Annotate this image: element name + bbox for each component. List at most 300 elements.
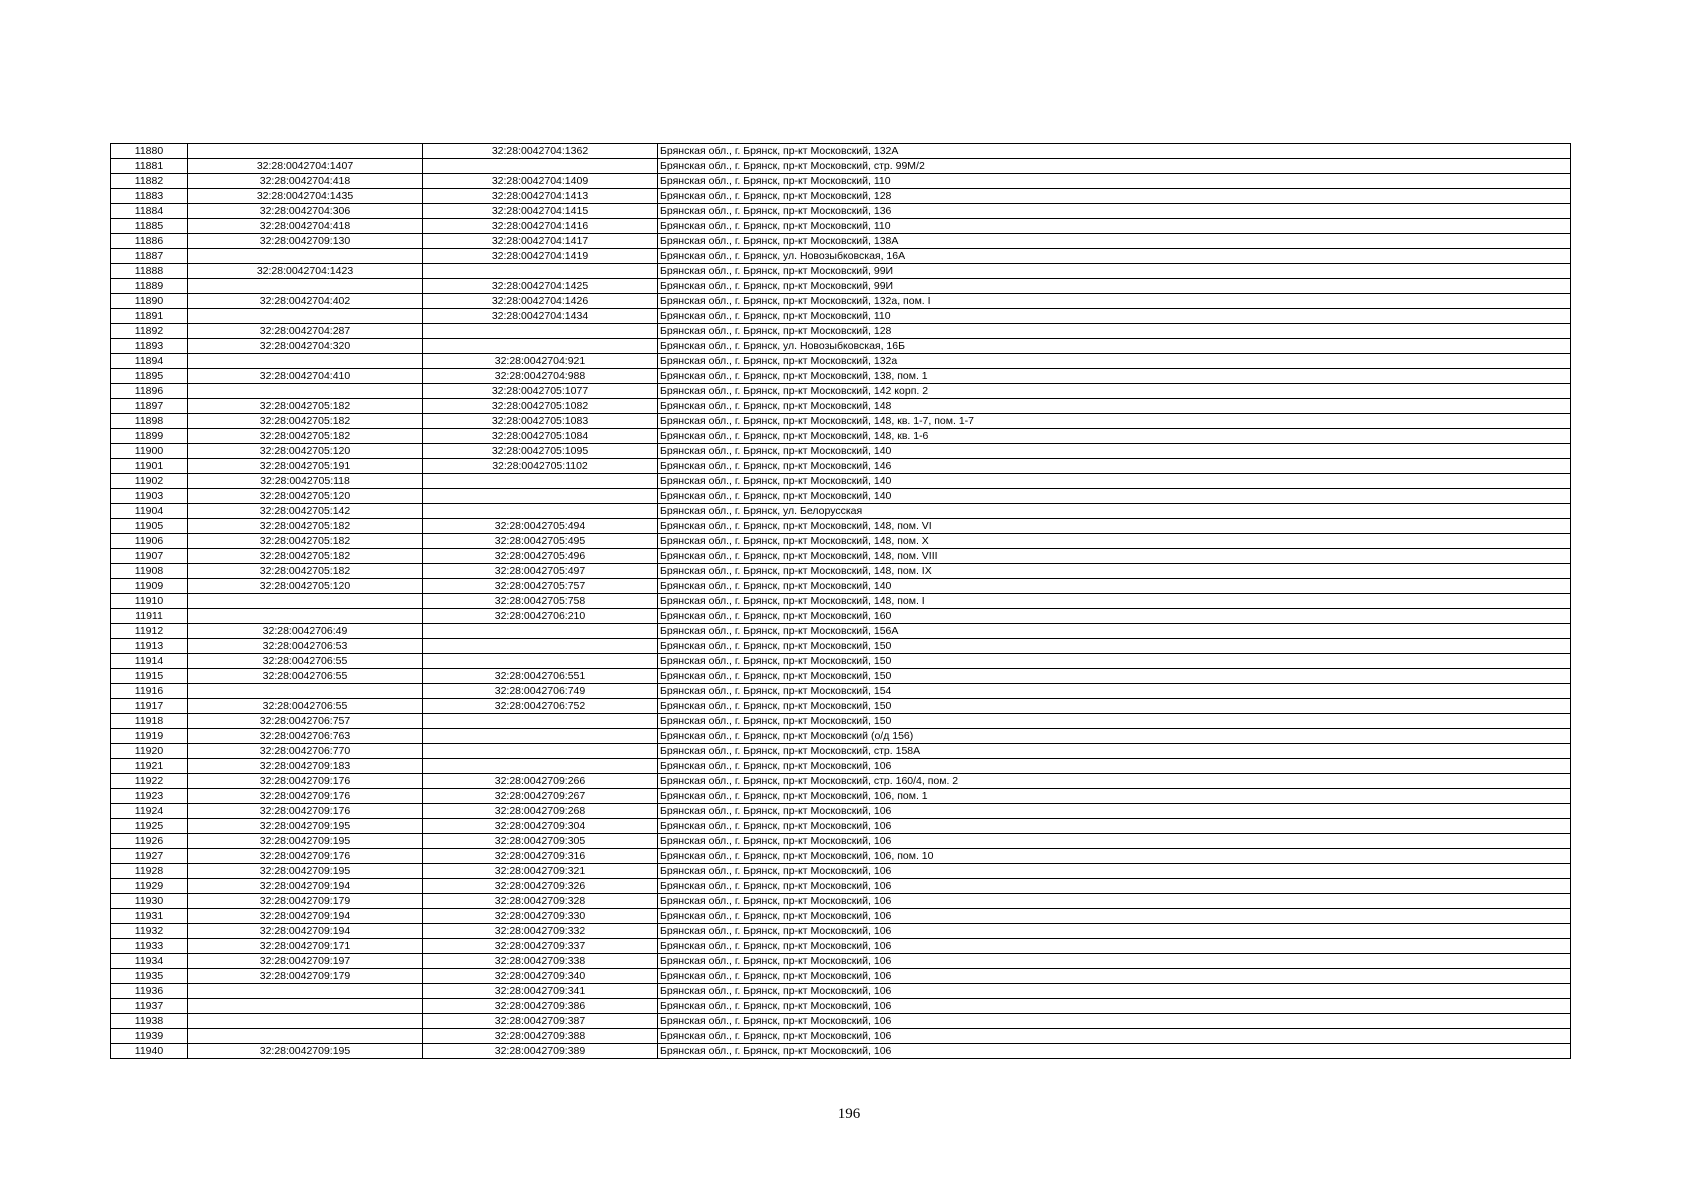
table-row (111, 249, 1571, 264)
building-cadastral-cell (423, 504, 658, 519)
row-number-cell: 11887 (111, 249, 188, 264)
land-plot-cadastral-cell: 32:28:0042704:1423 (188, 264, 423, 279)
table-row (111, 879, 1571, 894)
table-row (111, 264, 1571, 279)
table-row (111, 309, 1571, 324)
row-number-cell: 11934 (111, 954, 188, 969)
row-number-cell: 11923 (111, 789, 188, 804)
row-number-cell: 11912 (111, 624, 188, 639)
table-row (111, 399, 1571, 414)
building-cadastral-cell: 32:28:0042705:757 (423, 579, 658, 594)
row-number-cell: 11905 (111, 519, 188, 534)
building-cadastral-cell: 32:28:0042706:749 (423, 684, 658, 699)
address-cell: Брянская обл., г. Брянск, пр-кт Московский, 106 (658, 1029, 1571, 1044)
table-row (111, 174, 1571, 189)
address-cell: Брянская обл., г. Брянск, пр-кт Московский, 150 (658, 699, 1571, 714)
land-plot-cadastral-cell: 32:28:0042709:176 (188, 804, 423, 819)
land-plot-cadastral-cell (188, 144, 423, 159)
address-cell: Брянская обл., г. Брянск, пр-кт Московский, 148, пом. IX (658, 564, 1571, 579)
row-number-cell: 11902 (111, 474, 188, 489)
address-cell: Брянская обл., г. Брянск, пр-кт Московский, 148 (658, 399, 1571, 414)
address-cell: Брянская обл., г. Брянск, пр-кт Московский, 128 (658, 189, 1571, 204)
address-cell: Брянская обл., г. Брянск, пр-кт Московский, 106 (658, 1014, 1571, 1029)
row-number-cell: 11935 (111, 969, 188, 984)
address-cell: Брянская обл., г. Брянск, пр-кт Московский, 99И (658, 279, 1571, 294)
building-cadastral-cell: 32:28:0042706:551 (423, 669, 658, 684)
land-plot-cadastral-cell: 32:28:0042709:195 (188, 864, 423, 879)
row-number-cell: 11909 (111, 579, 188, 594)
building-cadastral-cell: 32:28:0042704:1415 (423, 204, 658, 219)
land-plot-cadastral-cell: 32:28:0042706:757 (188, 714, 423, 729)
table-row (111, 234, 1571, 249)
address-cell: Брянская обл., г. Брянск, пр-кт Московский, 106 (658, 759, 1571, 774)
building-cadastral-cell: 32:28:0042705:1102 (423, 459, 658, 474)
address-cell: Брянская обл., г. Брянск, пр-кт Московский, 110 (658, 174, 1571, 189)
land-plot-cadastral-cell: 32:28:0042704:418 (188, 174, 423, 189)
address-cell: Брянская обл., г. Брянск, пр-кт Московский, 142 корп. 2 (658, 384, 1571, 399)
land-plot-cadastral-cell: 32:28:0042709:130 (188, 234, 423, 249)
table-row (111, 924, 1571, 939)
row-number-cell: 11938 (111, 1014, 188, 1029)
land-plot-cadastral-cell (188, 684, 423, 699)
land-plot-cadastral-cell: 32:28:0042705:182 (188, 519, 423, 534)
row-number-cell: 11936 (111, 984, 188, 999)
table-row (111, 714, 1571, 729)
building-cadastral-cell: 32:28:0042704:1419 (423, 249, 658, 264)
building-cadastral-cell: 32:28:0042704:1425 (423, 279, 658, 294)
building-cadastral-cell (423, 489, 658, 504)
building-cadastral-cell: 32:28:0042709:386 (423, 999, 658, 1014)
land-plot-cadastral-cell: 32:28:0042709:183 (188, 759, 423, 774)
table-row (111, 1014, 1571, 1029)
address-cell: Брянская обл., г. Брянск, пр-кт Московский, 106 (658, 894, 1571, 909)
land-plot-cadastral-cell (188, 1029, 423, 1044)
address-cell: Брянская обл., г. Брянск, ул. Белорусская (658, 504, 1571, 519)
row-number-cell: 11917 (111, 699, 188, 714)
address-cell: Брянская обл., г. Брянск, пр-кт Московский, стр. 160/4, пом. 2 (658, 774, 1571, 789)
land-plot-cadastral-cell: 32:28:0042705:120 (188, 579, 423, 594)
land-plot-cadastral-cell: 32:28:0042704:418 (188, 219, 423, 234)
table-row (111, 504, 1571, 519)
row-number-cell: 11899 (111, 429, 188, 444)
row-number-cell: 11895 (111, 369, 188, 384)
building-cadastral-cell: 32:28:0042709:330 (423, 909, 658, 924)
table-row (111, 204, 1571, 219)
building-cadastral-cell (423, 624, 658, 639)
building-cadastral-cell: 32:28:0042709:389 (423, 1044, 658, 1059)
building-cadastral-cell: 32:28:0042706:210 (423, 609, 658, 624)
land-plot-cadastral-cell: 32:28:0042706:53 (188, 639, 423, 654)
table-body (111, 144, 1571, 1059)
row-number-cell: 11907 (111, 549, 188, 564)
table-row (111, 729, 1571, 744)
land-plot-cadastral-cell: 32:28:0042705:191 (188, 459, 423, 474)
row-number-cell: 11900 (111, 444, 188, 459)
land-plot-cadastral-cell: 32:28:0042705:118 (188, 474, 423, 489)
address-cell: Брянская обл., г. Брянск, пр-кт Московский, 140 (658, 444, 1571, 459)
building-cadastral-cell (423, 744, 658, 759)
land-plot-cadastral-cell: 32:28:0042704:287 (188, 324, 423, 339)
table-row (111, 849, 1571, 864)
address-cell: Брянская обл., г. Брянск, пр-кт Московский, 140 (658, 579, 1571, 594)
land-plot-cadastral-cell: 32:28:0042704:306 (188, 204, 423, 219)
address-cell: Брянская обл., г. Брянск, пр-кт Московский, стр. 99М/2 (658, 159, 1571, 174)
address-cell: Брянская обл., г. Брянск, пр-кт Московский, 156А (658, 624, 1571, 639)
building-cadastral-cell: 32:28:0042709:387 (423, 1014, 658, 1029)
building-cadastral-cell: 32:28:0042709:341 (423, 984, 658, 999)
table-row (111, 474, 1571, 489)
table-row (111, 669, 1571, 684)
address-cell: Брянская обл., г. Брянск, пр-кт Московский, 106 (658, 954, 1571, 969)
address-cell: Брянская обл., г. Брянск, пр-кт Московский, 132а, пом. I (658, 294, 1571, 309)
building-cadastral-cell (423, 159, 658, 174)
table-row (111, 219, 1571, 234)
land-plot-cadastral-cell: 32:28:0042709:197 (188, 954, 423, 969)
table-row (111, 819, 1571, 834)
table-row (111, 429, 1571, 444)
building-cadastral-cell: 32:28:0042709:268 (423, 804, 658, 819)
table-row (111, 909, 1571, 924)
table-row (111, 279, 1571, 294)
land-plot-cadastral-cell: 32:28:0042709:171 (188, 939, 423, 954)
land-plot-cadastral-cell: 32:28:0042705:182 (188, 564, 423, 579)
address-cell: Брянская обл., г. Брянск, пр-кт Московский, 110 (658, 309, 1571, 324)
table-row (111, 324, 1571, 339)
building-cadastral-cell: 32:28:0042704:1362 (423, 144, 658, 159)
address-cell: Брянская обл., г. Брянск, пр-кт Московский, 106 (658, 804, 1571, 819)
row-number-cell: 11904 (111, 504, 188, 519)
table-row (111, 774, 1571, 789)
address-cell: Брянская обл., г. Брянск, пр-кт Московский, 106 (658, 864, 1571, 879)
row-number-cell: 11933 (111, 939, 188, 954)
table-row (111, 534, 1571, 549)
address-cell: Брянская обл., г. Брянск, пр-кт Московский, 148, пом. VIII (658, 549, 1571, 564)
table-row (111, 609, 1571, 624)
land-plot-cadastral-cell: 32:28:0042706:770 (188, 744, 423, 759)
table-row (111, 864, 1571, 879)
address-cell: Брянская обл., г. Брянск, пр-кт Московский, 150 (658, 639, 1571, 654)
building-cadastral-cell: 32:28:0042705:1082 (423, 399, 658, 414)
building-cadastral-cell: 32:28:0042709:305 (423, 834, 658, 849)
land-plot-cadastral-cell: 32:28:0042709:195 (188, 1044, 423, 1059)
address-cell: Брянская обл., г. Брянск, пр-кт Московский, 132а (658, 354, 1571, 369)
building-cadastral-cell: 32:28:0042705:495 (423, 534, 658, 549)
row-number-cell: 11881 (111, 159, 188, 174)
table-row (111, 459, 1571, 474)
land-plot-cadastral-cell: 32:28:0042709:194 (188, 879, 423, 894)
table-row (111, 804, 1571, 819)
table-row (111, 684, 1571, 699)
table-row (111, 759, 1571, 774)
row-number-cell: 11891 (111, 309, 188, 324)
building-cadastral-cell: 32:28:0042709:316 (423, 849, 658, 864)
building-cadastral-cell: 32:28:0042705:496 (423, 549, 658, 564)
table-row (111, 489, 1571, 504)
land-plot-cadastral-cell: 32:28:0042705:120 (188, 489, 423, 504)
land-plot-cadastral-cell (188, 384, 423, 399)
building-cadastral-cell: 32:28:0042706:752 (423, 699, 658, 714)
row-number-cell: 11915 (111, 669, 188, 684)
address-cell: Брянская обл., г. Брянск, пр-кт Московский, 106 (658, 879, 1571, 894)
row-number-cell: 11882 (111, 174, 188, 189)
row-number-cell: 11930 (111, 894, 188, 909)
building-cadastral-cell (423, 759, 658, 774)
address-cell: Брянская обл., г. Брянск, ул. Новозыбковская, 16Б (658, 339, 1571, 354)
address-cell: Брянская обл., г. Брянск, пр-кт Московский, 106 (658, 909, 1571, 924)
table-row (111, 354, 1571, 369)
building-cadastral-cell (423, 714, 658, 729)
row-number-cell: 11884 (111, 204, 188, 219)
row-number-cell: 11929 (111, 879, 188, 894)
row-number-cell: 11913 (111, 639, 188, 654)
table-row (111, 189, 1571, 204)
table-row (111, 654, 1571, 669)
land-plot-cadastral-cell: 32:28:0042709:176 (188, 774, 423, 789)
land-plot-cadastral-cell: 32:28:0042705:182 (188, 399, 423, 414)
address-cell: Брянская обл., г. Брянск, пр-кт Московский, 138, пом. 1 (658, 369, 1571, 384)
building-cadastral-cell: 32:28:0042709:328 (423, 894, 658, 909)
table-row (111, 564, 1571, 579)
land-plot-cadastral-cell (188, 249, 423, 264)
land-plot-cadastral-cell: 32:28:0042709:179 (188, 894, 423, 909)
building-cadastral-cell: 32:28:0042709:337 (423, 939, 658, 954)
table-row (111, 1029, 1571, 1044)
building-cadastral-cell: 32:28:0042709:266 (423, 774, 658, 789)
land-plot-cadastral-cell: 32:28:0042706:55 (188, 669, 423, 684)
building-cadastral-cell: 32:28:0042709:332 (423, 924, 658, 939)
row-number-cell: 11910 (111, 594, 188, 609)
address-cell: Брянская обл., г. Брянск, пр-кт Московский, 106, пом. 1 (658, 789, 1571, 804)
land-plot-cadastral-cell (188, 279, 423, 294)
row-number-cell: 11894 (111, 354, 188, 369)
row-number-cell: 11898 (111, 414, 188, 429)
row-number-cell: 11890 (111, 294, 188, 309)
building-cadastral-cell: 32:28:0042704:1409 (423, 174, 658, 189)
land-plot-cadastral-cell (188, 984, 423, 999)
row-number-cell: 11906 (111, 534, 188, 549)
table-row (111, 699, 1571, 714)
address-cell: Брянская обл., г. Брянск, пр-кт Московский, 132А (658, 144, 1571, 159)
land-plot-cadastral-cell (188, 309, 423, 324)
row-number-cell: 11937 (111, 999, 188, 1014)
table-row (111, 834, 1571, 849)
address-cell: Брянская обл., г. Брянск, пр-кт Московский, 150 (658, 669, 1571, 684)
building-cadastral-cell: 32:28:0042705:1084 (423, 429, 658, 444)
address-cell: Брянская обл., г. Брянск, пр-кт Московский, 148, пом. VI (658, 519, 1571, 534)
address-cell: Брянская обл., г. Брянск, пр-кт Московский, стр. 158А (658, 744, 1571, 759)
building-cadastral-cell: 32:28:0042709:321 (423, 864, 658, 879)
building-cadastral-cell: 32:28:0042704:1434 (423, 309, 658, 324)
table-row (111, 144, 1571, 159)
building-cadastral-cell: 32:28:0042705:494 (423, 519, 658, 534)
row-number-cell: 11893 (111, 339, 188, 354)
land-plot-cadastral-cell: 32:28:0042705:182 (188, 534, 423, 549)
address-cell: Брянская обл., г. Брянск, пр-кт Московский, 128 (658, 324, 1571, 339)
land-plot-cadastral-cell (188, 1014, 423, 1029)
row-number-cell: 11926 (111, 834, 188, 849)
building-cadastral-cell: 32:28:0042705:1095 (423, 444, 658, 459)
address-cell: Брянская обл., г. Брянск, пр-кт Московский, 110 (658, 219, 1571, 234)
row-number-cell: 11886 (111, 234, 188, 249)
row-number-cell: 11885 (111, 219, 188, 234)
row-number-cell: 11908 (111, 564, 188, 579)
table-row (111, 594, 1571, 609)
address-cell: Брянская обл., г. Брянск, пр-кт Московский, 146 (658, 459, 1571, 474)
building-cadastral-cell: 32:28:0042709:340 (423, 969, 658, 984)
row-number-cell: 11911 (111, 609, 188, 624)
land-plot-cadastral-cell: 32:28:0042705:182 (188, 429, 423, 444)
table-row (111, 954, 1571, 969)
building-cadastral-cell: 32:28:0042705:1083 (423, 414, 658, 429)
land-plot-cadastral-cell (188, 354, 423, 369)
row-number-cell: 11920 (111, 744, 188, 759)
building-cadastral-cell: 32:28:0042704:921 (423, 354, 658, 369)
land-plot-cadastral-cell: 32:28:0042709:194 (188, 924, 423, 939)
land-plot-cadastral-cell: 32:28:0042709:176 (188, 789, 423, 804)
table-row (111, 294, 1571, 309)
table-row (111, 519, 1571, 534)
row-number-cell: 11925 (111, 819, 188, 834)
building-cadastral-cell: 32:28:0042709:338 (423, 954, 658, 969)
building-cadastral-cell: 32:28:0042709:388 (423, 1029, 658, 1044)
row-number-cell: 11921 (111, 759, 188, 774)
building-cadastral-cell: 32:28:0042709:267 (423, 789, 658, 804)
land-plot-cadastral-cell: 32:28:0042709:195 (188, 834, 423, 849)
building-cadastral-cell: 32:28:0042704:988 (423, 369, 658, 384)
address-cell: Брянская обл., г. Брянск, пр-кт Московский, 136 (658, 204, 1571, 219)
building-cadastral-cell (423, 474, 658, 489)
land-plot-cadastral-cell: 32:28:0042706:49 (188, 624, 423, 639)
address-cell: Брянская обл., г. Брянск, ул. Новозыбковская, 16А (658, 249, 1571, 264)
building-cadastral-cell: 32:28:0042704:1416 (423, 219, 658, 234)
building-cadastral-cell (423, 339, 658, 354)
address-cell: Брянская обл., г. Брянск, пр-кт Московский, 106 (658, 834, 1571, 849)
table-row (111, 159, 1571, 174)
table-row (111, 744, 1571, 759)
row-number-cell: 11888 (111, 264, 188, 279)
table-row (111, 624, 1571, 639)
land-plot-cadastral-cell: 32:28:0042709:176 (188, 849, 423, 864)
row-number-cell: 11892 (111, 324, 188, 339)
row-number-cell: 11883 (111, 189, 188, 204)
row-number-cell: 11889 (111, 279, 188, 294)
row-number-cell: 11924 (111, 804, 188, 819)
table-row (111, 984, 1571, 999)
address-cell: Брянская обл., г. Брянск, пр-кт Московский, 106, пом. 10 (658, 849, 1571, 864)
land-plot-cadastral-cell: 32:28:0042706:55 (188, 699, 423, 714)
building-cadastral-cell (423, 324, 658, 339)
table-row (111, 789, 1571, 804)
building-cadastral-cell: 32:28:0042705:1077 (423, 384, 658, 399)
row-number-cell: 11896 (111, 384, 188, 399)
address-cell: Брянская обл., г. Брянск, пр-кт Московский, 148, кв. 1-7, пом. 1-7 (658, 414, 1571, 429)
land-plot-cadastral-cell: 32:28:0042706:55 (188, 654, 423, 669)
address-cell: Брянская обл., г. Брянск, пр-кт Московский, 140 (658, 474, 1571, 489)
address-cell: Брянская обл., г. Брянск, пр-кт Московский, 138А (658, 234, 1571, 249)
address-cell: Брянская обл., г. Брянск, пр-кт Московский, 99И (658, 264, 1571, 279)
table-row (111, 444, 1571, 459)
table-row (111, 969, 1571, 984)
table-row (111, 369, 1571, 384)
page-number: 196 (837, 1106, 861, 1122)
building-cadastral-cell: 32:28:0042709:304 (423, 819, 658, 834)
table-row (111, 639, 1571, 654)
land-plot-cadastral-cell: 32:28:0042709:194 (188, 909, 423, 924)
building-cadastral-cell (423, 264, 658, 279)
building-cadastral-cell: 32:28:0042709:326 (423, 879, 658, 894)
land-plot-cadastral-cell: 32:28:0042705:182 (188, 414, 423, 429)
table-row (111, 414, 1571, 429)
address-cell: Брянская обл., г. Брянск, пр-кт Московский (о/д 156) (658, 729, 1571, 744)
address-cell: Брянская обл., г. Брянск, пр-кт Московский, 106 (658, 939, 1571, 954)
row-number-cell: 11940 (111, 1044, 188, 1059)
address-cell: Брянская обл., г. Брянск, пр-кт Московский, 106 (658, 999, 1571, 1014)
row-number-cell: 11939 (111, 1029, 188, 1044)
land-plot-cadastral-cell: 32:28:0042705:120 (188, 444, 423, 459)
building-cadastral-cell: 32:28:0042704:1413 (423, 189, 658, 204)
land-plot-cadastral-cell: 32:28:0042709:179 (188, 969, 423, 984)
row-number-cell: 11903 (111, 489, 188, 504)
address-cell: Брянская обл., г. Брянск, пр-кт Московский, 106 (658, 984, 1571, 999)
table-row (111, 894, 1571, 909)
row-number-cell: 11932 (111, 924, 188, 939)
row-number-cell: 11897 (111, 399, 188, 414)
land-plot-cadastral-cell: 32:28:0042705:182 (188, 549, 423, 564)
address-cell: Брянская обл., г. Брянск, пр-кт Московский, 106 (658, 924, 1571, 939)
land-plot-cadastral-cell: 32:28:0042704:320 (188, 339, 423, 354)
address-cell: Брянская обл., г. Брянск, пр-кт Московский, 140 (658, 489, 1571, 504)
building-cadastral-cell: 32:28:0042704:1417 (423, 234, 658, 249)
address-cell: Брянская обл., г. Брянск, пр-кт Московский, 154 (658, 684, 1571, 699)
table-row (111, 339, 1571, 354)
land-plot-cadastral-cell: 32:28:0042705:142 (188, 504, 423, 519)
building-cadastral-cell: 32:28:0042704:1426 (423, 294, 658, 309)
land-plot-cadastral-cell: 32:28:0042704:1407 (188, 159, 423, 174)
row-number-cell: 11880 (111, 144, 188, 159)
land-plot-cadastral-cell: 32:28:0042704:1435 (188, 189, 423, 204)
table-row (111, 999, 1571, 1014)
address-cell: Брянская обл., г. Брянск, пр-кт Московский, 106 (658, 1044, 1571, 1059)
address-cell: Брянская обл., г. Брянск, пр-кт Московский, 106 (658, 819, 1571, 834)
table-row (111, 579, 1571, 594)
table-row (111, 1044, 1571, 1059)
land-plot-cadastral-cell (188, 594, 423, 609)
land-plot-cadastral-cell: 32:28:0042706:763 (188, 729, 423, 744)
row-number-cell: 11901 (111, 459, 188, 474)
address-cell: Брянская обл., г. Брянск, пр-кт Московский, 148, пом. X (658, 534, 1571, 549)
row-number-cell: 11922 (111, 774, 188, 789)
table-row (111, 939, 1571, 954)
building-cadastral-cell (423, 639, 658, 654)
land-plot-cadastral-cell (188, 999, 423, 1014)
row-number-cell: 11928 (111, 864, 188, 879)
table-row (111, 384, 1571, 399)
land-plot-cadastral-cell (188, 609, 423, 624)
building-cadastral-cell (423, 729, 658, 744)
land-plot-cadastral-cell: 32:28:0042704:410 (188, 369, 423, 384)
address-cell: Брянская обл., г. Брянск, пр-кт Московский, 148, кв. 1-6 (658, 429, 1571, 444)
building-cadastral-cell: 32:28:0042705:497 (423, 564, 658, 579)
address-cell: Брянская обл., г. Брянск, пр-кт Московский, 148, пом. I (658, 594, 1571, 609)
address-cell: Брянская обл., г. Брянск, пр-кт Московский, 150 (658, 714, 1571, 729)
building-cadastral-cell: 32:28:0042705:758 (423, 594, 658, 609)
row-number-cell: 11914 (111, 654, 188, 669)
row-number-cell: 11918 (111, 714, 188, 729)
row-number-cell: 11919 (111, 729, 188, 744)
address-cell: Брянская обл., г. Брянск, пр-кт Московский, 106 (658, 969, 1571, 984)
land-plot-cadastral-cell: 32:28:0042704:402 (188, 294, 423, 309)
cadastral-table (110, 143, 1571, 1059)
